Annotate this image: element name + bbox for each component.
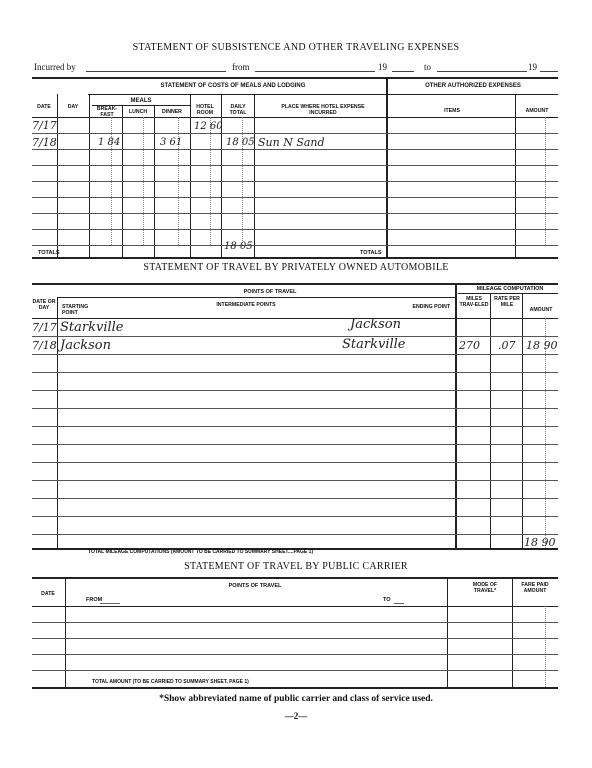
- mileage-computation-header: MILEAGE COMPUTATION: [476, 286, 544, 292]
- carrier-from-label: FROM: [86, 597, 103, 603]
- meals-header: MEALS: [130, 98, 152, 104]
- date-col-header: DATE: [37, 104, 51, 110]
- auto-amount-header: AMOUNT: [529, 307, 553, 313]
- year-prefix-from: 19: [378, 62, 387, 72]
- items-col-header: ITEMS: [444, 108, 460, 114]
- row2-daily-total[interactable]: 18 05: [226, 137, 255, 148]
- auto-row1-date[interactable]: 7/17: [32, 321, 57, 334]
- hotel-col-header: HOTEL ROOM: [196, 104, 214, 116]
- ending-point-header: ENDING POINT: [412, 304, 450, 310]
- to-label: to: [424, 62, 432, 72]
- subsistence-title: STATEMENT OF SUBSISTENCE AND OTHER TRAVELING EXPENSES: [132, 42, 460, 53]
- carrier-to-label: TO: [383, 597, 391, 603]
- lunch-col-header: LUNCH: [128, 109, 148, 115]
- row1-date[interactable]: 7/17: [32, 119, 57, 132]
- mileage-total-label: TOTAL MILEAGE COMPUTATIONS (AMOUNT TO BE CARRIED TO SUMMARY SHEET....PAGE 1): [88, 549, 314, 555]
- automobile-title: STATEMENT OF TRAVEL BY PRIVATELY OWNED AUTOMOBILE: [143, 262, 449, 273]
- row2-place[interactable]: Sun N Sand: [258, 136, 325, 149]
- carrier-points-header: POINTS OF TRAVEL: [228, 583, 282, 589]
- to-line[interactable]: [437, 71, 527, 72]
- public-carrier-title: STATEMENT OF TRAVEL BY PUBLIC CARRIER: [184, 561, 408, 572]
- auto-row1-end[interactable]: Jackson: [350, 317, 401, 332]
- from-line[interactable]: [255, 71, 375, 72]
- breakfast-col-header: BREAK-FAST: [96, 106, 118, 118]
- footnote: *Show abbreviated name of public carrier and class of service used.: [159, 694, 433, 704]
- row2-date[interactable]: 7/18: [32, 136, 57, 149]
- mode-of-travel-header: MODE OF TRAVEL*: [472, 582, 498, 594]
- incurred-by-label: Incurred by: [34, 62, 76, 72]
- page-number: —2—: [284, 711, 308, 721]
- fare-paid-header: FARE PAID AMOUNT: [521, 582, 549, 594]
- auto-row2-miles[interactable]: 270: [459, 339, 480, 352]
- miles-traveled-header: MILES TRAV-ELED: [459, 296, 489, 308]
- auto-row2-amount[interactable]: 18 90: [526, 339, 558, 352]
- auto-row2-date[interactable]: 7/18: [32, 339, 57, 352]
- intermediate-points-header: INTERMEDIATE POINTS: [216, 302, 276, 308]
- year-prefix-to: 19: [528, 62, 537, 72]
- dinner-col-header: DINNER: [162, 109, 182, 115]
- from-label: from: [232, 62, 250, 72]
- other-expenses-header: OTHER AUTHORIZED EXPENSES: [425, 83, 521, 89]
- carrier-date-header: DATE: [41, 591, 55, 597]
- auto-row2-end[interactable]: Starkville: [342, 337, 406, 352]
- meals-lodging-header: STATEMENT OF COSTS OF MEALS AND LODGING: [160, 83, 306, 89]
- meals-total-value[interactable]: 18 05: [224, 241, 253, 252]
- daily-total-col-header: DAILY TOTAL: [229, 104, 247, 116]
- totals-right-label: TOTALS: [360, 250, 382, 256]
- to-year-line[interactable]: [540, 71, 558, 72]
- mileage-total-value[interactable]: 18 90: [524, 536, 556, 549]
- points-travel-header: POINTS OF TRAVEL: [243, 289, 297, 295]
- auto-date-col-header: DATE OR DAY: [32, 299, 56, 311]
- auto-row2-start[interactable]: Jackson: [60, 338, 111, 353]
- totals-left-label: TOTALS: [38, 250, 60, 256]
- amount-col-header: AMOUNT: [525, 108, 549, 114]
- row1-hotel[interactable]: 12 60: [194, 121, 223, 132]
- from-year-line[interactable]: [392, 71, 414, 72]
- place-col-header: PLACE WHERE HOTEL EXPENSE INCURRED: [281, 104, 365, 116]
- incurred-by-line[interactable]: [86, 71, 226, 72]
- auto-row2-rate[interactable]: .07: [498, 339, 516, 352]
- auto-row1-start[interactable]: Starkville: [60, 320, 124, 335]
- row2-breakfast[interactable]: 1 84: [98, 137, 121, 148]
- rate-per-mile-header: RATE PER MILE: [494, 296, 520, 308]
- row2-dinner[interactable]: 3 61: [160, 137, 183, 148]
- starting-point-header: STARTING POINT: [62, 304, 89, 316]
- day-col-header: DAY: [67, 104, 79, 110]
- carrier-total-label: TOTAL AMOUNT (TO BE CARRIED TO SUMMARY SHEET, PAGE 1): [92, 679, 249, 685]
